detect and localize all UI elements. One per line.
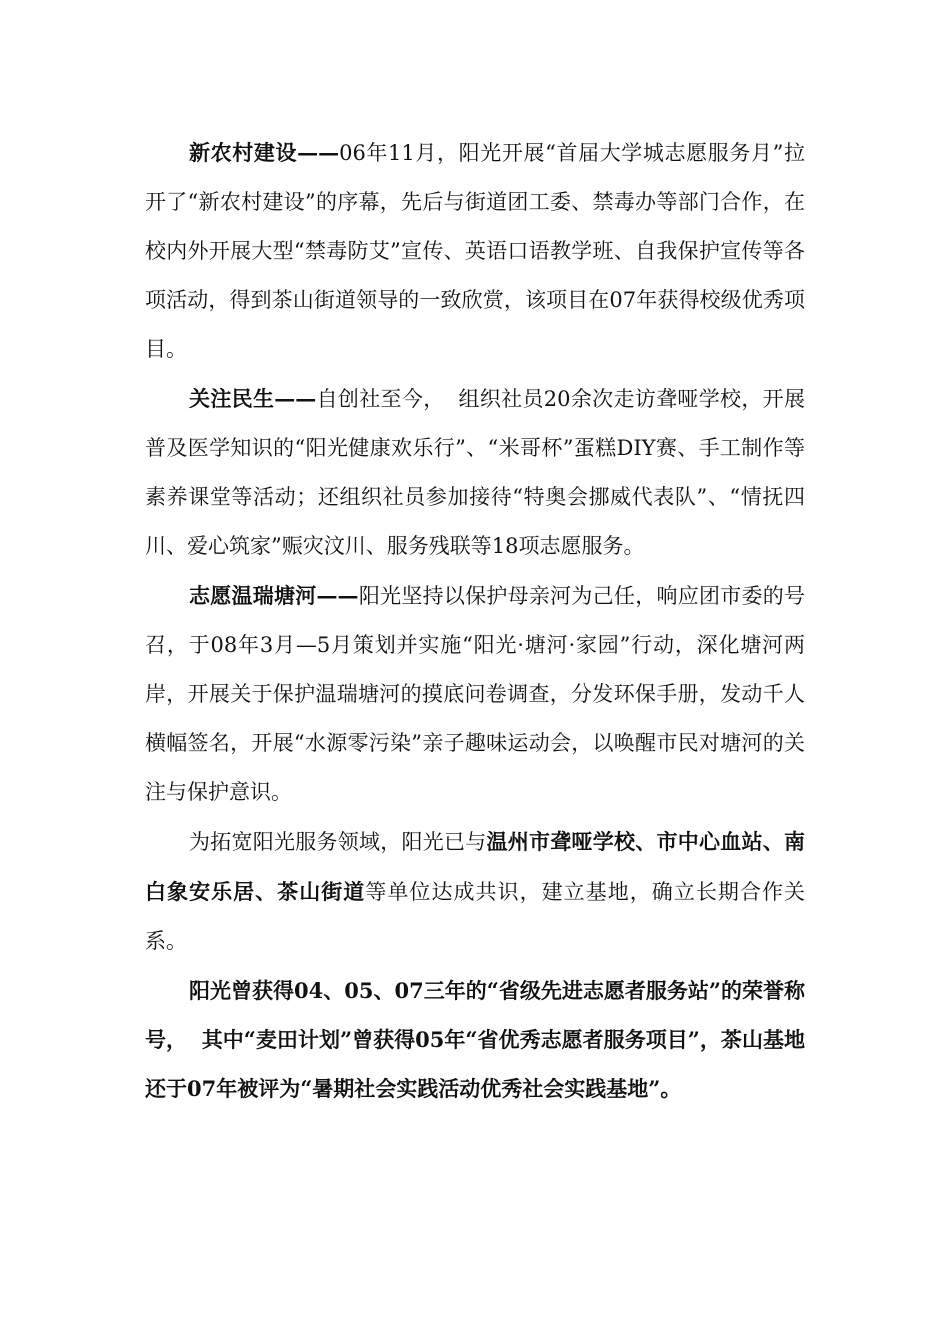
paragraph-new-countryside	[145, 128, 805, 374]
paragraph-text: 为拓宽阳光服务领域，阳光已与	[189, 830, 487, 854]
paragraph-heading: 志愿温瑞塘河——	[189, 583, 359, 608]
paragraph-text: 等单位达成共识，建立基地，确立长期合作关系。	[145, 880, 806, 953]
paragraph-tang-river	[145, 571, 805, 817]
paragraph-text: 06年11月，阳光开展“首届大学城志愿服务月”拉开了“新农村建设”的序幕，先后与街道团工委、禁毒办等部门合作，在校内外开展大型“禁毒防艾”宣传、英语口语教学班、自我保护宣传等各项活动，得到茶山街道领导的一致欣赏，该项目在07年获得校级优秀项目。	[145, 141, 805, 361]
document-body	[145, 128, 805, 1113]
paragraph-highlight: 温州市聋哑学校、市中心血站、南白象安乐居、茶山街道	[145, 829, 805, 904]
paragraph-honors	[145, 966, 805, 1113]
paragraph-text: 阳光坚持以保护母亲河为己任，响应团市委的号召，于08年3月—5月策划并实施“阳光·塘河·家园”行动，深化塘河两岸，开展关于保护温瑞塘河的摸底问卷调查，分发环保手册，发动千人横幅签名，开展“水源零污染”亲子趣味运动会，以唤醒市民对塘河的关注与保护意识。	[145, 584, 806, 804]
paragraph-text: 自创社至今， 组织社员20余次走访聋哑学校，开展普及医学知识的“阳光健康欢乐行”、“米哥杯”蛋糕DIY赛、手工制作等素养课堂等活动；还组织社员参加接待“特奥会挪威代表队”、“情抚四川、爱心筑家”赈灾汶川、服务残联等18项志愿服务。	[145, 387, 805, 558]
paragraph-bases	[145, 817, 805, 966]
paragraph-livelihood	[145, 374, 805, 571]
paragraph-heading: 新农村建设——	[189, 140, 340, 165]
paragraph-heading: 关注民生——	[189, 386, 317, 411]
paragraph-text: 阳光曾获得04、05、07三年的“省级先进志愿者服务站”的荣誉称号， 其中“麦田计划”曾获得05年“省优秀志愿者服务项目”，茶山基地还于07年被评为“暑期社会实践活动优秀社会实践基地”。	[145, 978, 805, 1101]
